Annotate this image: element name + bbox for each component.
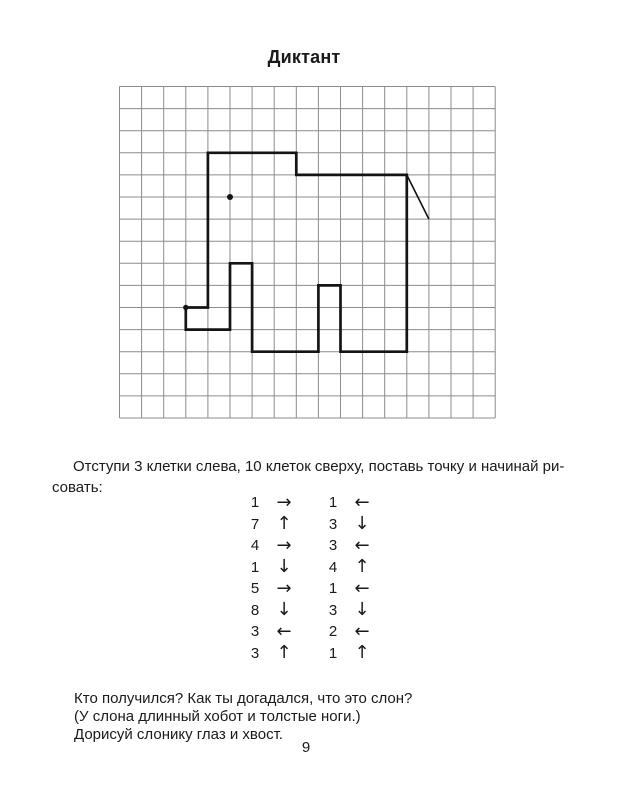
- arrow-up-icon: ↑: [354, 556, 370, 578]
- page-title: Диктант: [267, 47, 341, 67]
- question-line: (У слона длинный хобот и толстые ноги.): [74, 707, 361, 725]
- step-row: [244, 535, 297, 557]
- step-row: [244, 600, 297, 622]
- step-count: 3: [328, 515, 338, 533]
- step-count: 4: [328, 558, 338, 576]
- step-count: 3: [328, 601, 338, 619]
- step-row: [322, 600, 375, 622]
- step-count: 3: [250, 644, 260, 662]
- arrow-down-icon: ↓: [354, 513, 370, 535]
- arrow-up-icon: ↑: [276, 513, 292, 535]
- steps-column: [322, 492, 375, 664]
- step-row: [322, 492, 375, 514]
- step-row: [322, 535, 375, 557]
- page-number: 9: [301, 739, 311, 756]
- step-count: 3: [250, 623, 260, 641]
- elephant-eye-dot: [227, 194, 233, 200]
- grid-figure-svg: [119, 86, 496, 419]
- step-count: 4: [250, 537, 260, 555]
- question-line: Кто получился? Как ты догадался, что это слон?: [74, 690, 413, 707]
- steps-list: [0, 492, 627, 666]
- step-row: [322, 643, 375, 665]
- dictation-grid-figure: [119, 86, 496, 419]
- question-line: Дорисуй слонику глаз и хвост.: [74, 725, 283, 743]
- arrow-right-icon: →: [276, 534, 292, 556]
- instruction-line: совать:: [52, 479, 103, 496]
- arrow-left-icon: ←: [354, 491, 370, 513]
- step-row: [322, 514, 375, 536]
- arrow-down-icon: ↓: [354, 599, 370, 621]
- steps-column: [244, 492, 297, 664]
- questions-paragraph: [52, 690, 592, 743]
- step-count: 8: [250, 601, 260, 619]
- step-row: [244, 514, 297, 536]
- arrow-left-icon: ←: [354, 577, 370, 599]
- arrow-up-icon: ↑: [276, 642, 292, 664]
- step-count: 2: [328, 623, 338, 641]
- grid-lines: [120, 87, 496, 419]
- step-count: 1: [328, 644, 338, 662]
- arrow-down-icon: ↓: [276, 599, 292, 621]
- step-row: [244, 578, 297, 600]
- step-row: [244, 492, 297, 514]
- arrow-left-icon: ←: [354, 620, 370, 642]
- arrow-down-icon: ↓: [276, 556, 292, 578]
- step-row: [244, 557, 297, 579]
- arrow-up-icon: ↑: [354, 642, 370, 664]
- arrow-left-icon: ←: [276, 620, 292, 642]
- arrow-left-icon: ←: [354, 534, 370, 556]
- instruction-line: Отступи 3 клетки слева, 10 клеток сверху, поставь точку и начинай ри-: [73, 458, 565, 475]
- step-count: 1: [328, 494, 338, 512]
- step-count: 1: [250, 494, 260, 512]
- step-count: 3: [328, 537, 338, 555]
- step-row: [244, 643, 297, 665]
- start-point-dot: [183, 305, 188, 310]
- step-count: 5: [250, 580, 260, 598]
- step-row: [322, 621, 375, 643]
- step-count: 1: [328, 580, 338, 598]
- step-row: [322, 557, 375, 579]
- step-count: 7: [250, 515, 260, 533]
- step-count: 1: [250, 558, 260, 576]
- arrow-right-icon: →: [276, 491, 292, 513]
- arrow-right-icon: →: [276, 577, 292, 599]
- step-row: [244, 621, 297, 643]
- step-row: [322, 578, 375, 600]
